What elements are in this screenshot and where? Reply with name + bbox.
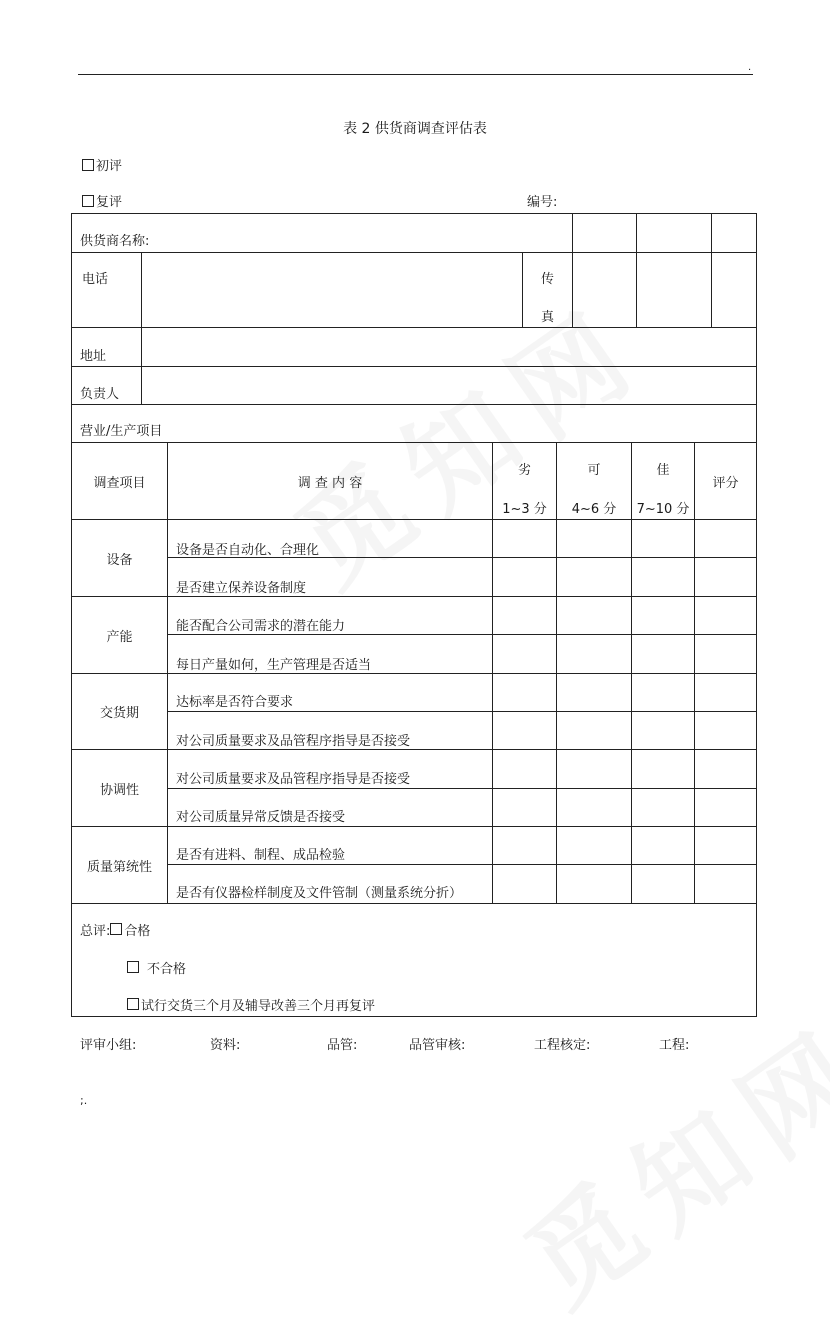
col-poor-header: 劣: [517, 462, 531, 478]
group-capacity: 产能: [106, 629, 133, 645]
col-fair-range: 4~6 分: [571, 501, 617, 517]
address-field[interactable]: [142, 328, 756, 366]
initial-eval-option[interactable]: [82, 155, 122, 174]
table-row: 对公司质量异常反馈是否接受: [176, 809, 346, 825]
re-eval-option[interactable]: [82, 191, 122, 210]
checkbox-icon[interactable]: [82, 195, 94, 207]
col-item-header: 调查项目: [93, 475, 146, 491]
footer-mark: ;.: [80, 1094, 88, 1107]
initial-eval-label: 初评: [96, 159, 123, 174]
signoff-data: 资料:: [210, 1038, 241, 1053]
phone-label: 电话: [82, 271, 109, 287]
signoff-qc-review: 品管审核:: [409, 1038, 466, 1053]
group-delivery: 交货期: [99, 706, 139, 721]
supplier-name-label: 供货商名称:: [80, 234, 150, 249]
fax-label-2: 真: [540, 309, 554, 325]
manager-label: 负责人: [80, 386, 120, 402]
signoff-eng-verify: 工程核定:: [534, 1038, 591, 1053]
table-row: 每日产量如何，生产管理是否适当: [176, 657, 372, 673]
page-title: 表 2 供货商调查评估表: [343, 121, 487, 137]
table-row: 是否有仪器检样制度及文件管制（测量系统分折）: [176, 885, 463, 901]
signoff-eng: 工程:: [659, 1038, 690, 1053]
group-coordination: 协调性: [99, 782, 139, 798]
header-rule: [78, 74, 753, 75]
checkbox-icon[interactable]: [127, 961, 139, 973]
col-poor-range: 1~3 分: [502, 501, 547, 517]
re-eval-label: 复评: [96, 195, 123, 210]
fax-label-1: 传: [540, 271, 554, 287]
manager-field[interactable]: [142, 367, 756, 404]
signoff-team: 评审小组:: [80, 1038, 137, 1053]
pass-label: 合格: [124, 923, 151, 939]
business-label: 营业/生产项目: [80, 423, 163, 439]
summary-trial-row: [127, 989, 375, 1019]
col-good-range: 7~10 分: [636, 501, 690, 517]
col-fair-header: 可: [587, 462, 601, 478]
group-equipment: 设备: [106, 552, 133, 568]
table-row: 是否建立保养设备制度: [176, 580, 307, 596]
summary-label: 总评:: [80, 923, 111, 939]
col-score-header: 评分: [712, 475, 739, 491]
table-row: 对公司质量要求及品管程序指导是否接受: [176, 771, 411, 787]
fail-label: 不合格: [147, 961, 187, 977]
group-quality-system: 质量第统性: [86, 859, 152, 875]
checkbox-icon[interactable]: [110, 923, 122, 935]
checkbox-icon[interactable]: [82, 159, 94, 171]
table-row: 能否配合公司需求的潜在能力: [176, 618, 346, 634]
trial-label: 试行交货三个月及辅导改善三个月再复评: [141, 998, 376, 1014]
phone-field[interactable]: [142, 253, 522, 327]
address-label: 地址: [80, 348, 107, 364]
table-row: 是否有进料、制程、成品检验: [176, 847, 346, 863]
table-row: 设备是否自动化、合理化: [176, 542, 320, 558]
table-row: 对公司质量要求及品管程序指导是否接受: [176, 733, 411, 749]
summary-fail-row: [127, 952, 186, 982]
checkbox-icon[interactable]: [127, 998, 139, 1010]
header-mark: .: [748, 62, 752, 73]
col-content-header: 调 查 内 容: [297, 475, 363, 491]
col-good-header: 佳: [656, 462, 670, 478]
signoff-qc: 品管:: [327, 1038, 358, 1053]
table-row: 达标率是否符合要求: [176, 694, 294, 710]
summary-pass-row: [80, 914, 150, 944]
serial-label: 编号:: [527, 195, 558, 210]
